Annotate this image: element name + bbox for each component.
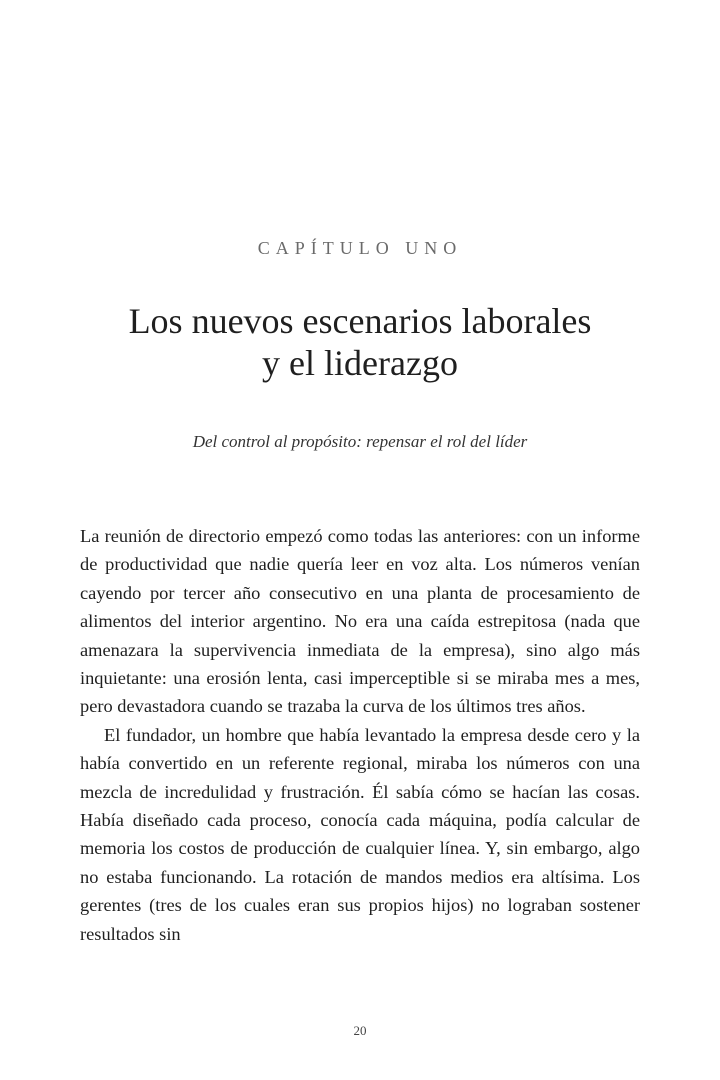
paragraph: El fundador, un hombre que había levantado la empresa desde cero y la había convertido en un referente regional, miraba los números con una mezcla de incredulidad y frustración. Él sabía cómo se hacían las cosas. Había diseñado cada proceso, conocía cada máquina, podía calcular de memoria los costos de producción de cualquier línea. Y, sin embargo, algo no estaba funcionando. La rotación de mandos medios era altísima. Los gerentes (tres de los cuales eran sus propios hijos) no lograban sostener resultados sin — [80, 724, 640, 944]
paragraph: La reunión de directorio empezó como todas las anteriores: con un informe de productividad que nadie quería leer en voz alta. Los números venían cayendo por tercer año consecutivo en una planta de procesamiento de alimentos del interior argentino. No era una caída estrepitosa (nada que amenazara la supervivencia inmediata de la empresa), sino algo más inquietante: una erosión lenta, casi imperceptible si se miraba mes a mes, pero devastadora cuando se trazaba la curva de los últimos tres años. — [80, 526, 640, 717]
chapter-title-line-2: y el liderazgo — [262, 343, 458, 383]
chapter-label: CAPÍTULO UNO — [257, 238, 463, 258]
chapter-subtitle: Del control al propósito: repensar el rol del líder — [192, 432, 528, 451]
page-number: 20 — [353, 1023, 367, 1038]
chapter-title — [60, 300, 660, 384]
chapter-title-line-1: Los nuevos escenarios laborales — [128, 301, 592, 341]
body-text — [80, 522, 640, 948]
